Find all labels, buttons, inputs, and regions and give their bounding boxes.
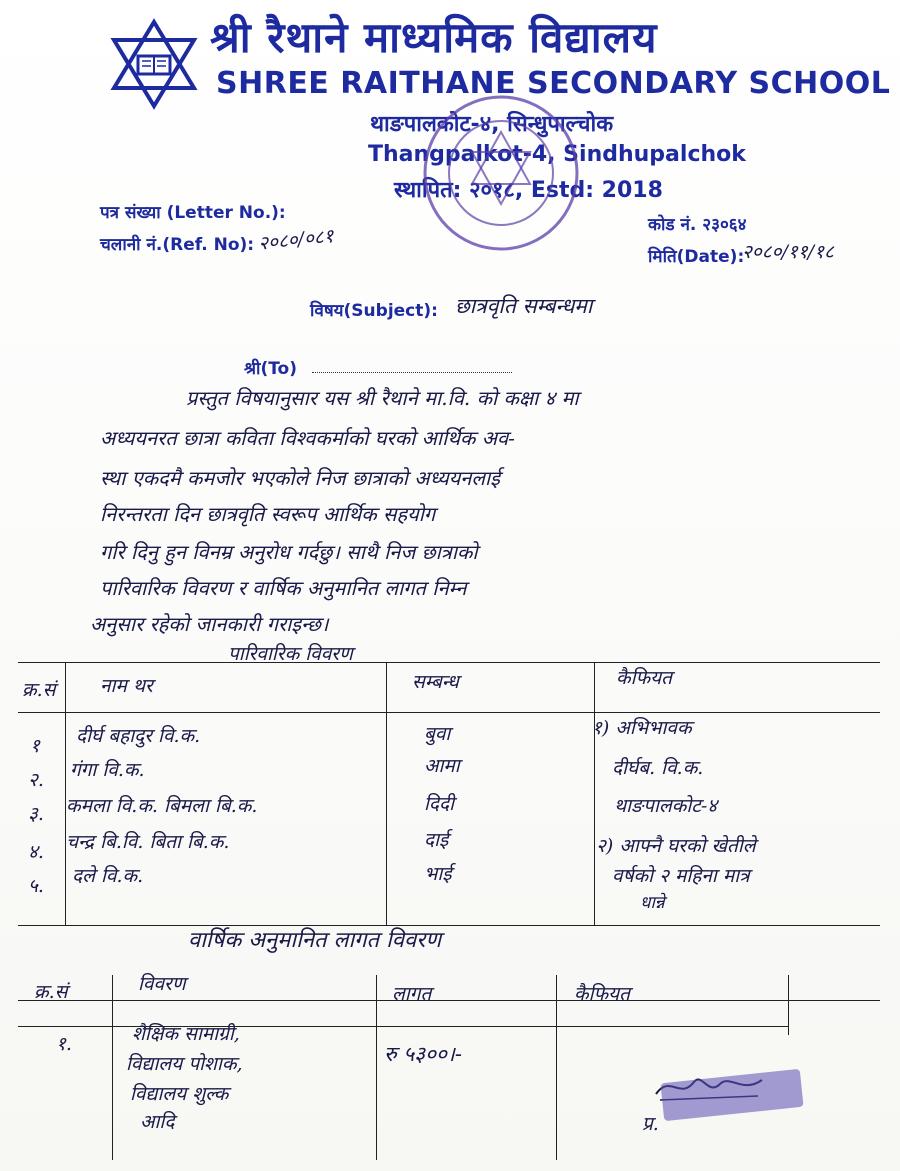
body-line: प्रस्तुत विषयानुसार यस श्री रैथाने मा.वि. को कक्षा ४ मा — [186, 386, 579, 410]
cost-row-detail-line: शैक्षिक सामाग्री, — [132, 1023, 240, 1045]
table-rule — [556, 975, 557, 1160]
family-remark-line: धान्ने — [640, 893, 665, 913]
body-line: निरन्तरता दिन छात्रवृति स्वरूप आर्थिक सहयोग — [100, 502, 436, 526]
school-name-english: SHREE RAITHANE SECONDARY SCHOOL — [216, 66, 891, 101]
address-english: Thangpalkot-4, Sindhupalchok — [368, 142, 746, 167]
family-row-sn: ३. — [28, 803, 44, 825]
family-header-relation: सम्बन्ध — [412, 671, 459, 693]
family-table-heading: पारिवारिक विवरण — [228, 643, 353, 665]
date-value: २०८०/११/१८ — [742, 241, 834, 263]
table-rule — [386, 662, 387, 925]
family-remark-line: दीर्घब. वि.क. — [612, 757, 704, 779]
family-row-relation: आमा — [424, 755, 460, 777]
to-label: श्री(To) — [244, 359, 297, 379]
family-remark-line: २) आफ्नै घरको खेतीले — [596, 835, 756, 857]
address-nepali: थाङपालकोट-४, सिन्धुपाल्चोक — [370, 112, 614, 137]
cost-row-detail-line: आदि — [140, 1111, 175, 1133]
table-rule — [376, 975, 377, 1160]
table-rule — [18, 925, 880, 926]
cost-row-detail-line: विद्यालय पोशाक, — [126, 1053, 243, 1075]
body-line: गरि दिनु हुन विनम्र अनुरोध गर्दछु। साथै निज छात्राको — [100, 540, 478, 564]
cost-header-sn: क्र.सं — [34, 981, 68, 1003]
table-rule — [18, 712, 880, 713]
school-name-nepali: श्री रैथाने माध्यमिक विद्यालय — [210, 13, 658, 62]
cost-row-detail-line: विद्यालय शुल्क — [130, 1083, 229, 1105]
family-remark-line: थाङपालकोट-४ — [614, 795, 718, 817]
family-row-sn: २. — [28, 769, 44, 791]
table-rule — [18, 662, 880, 663]
table-rule — [18, 1000, 880, 1001]
family-header-name: नाम थर — [100, 675, 153, 697]
subject-value: छात्रवृति सम्बन्धमा — [455, 294, 593, 318]
family-row-relation: भाई — [424, 863, 452, 885]
table-rule — [112, 975, 113, 1160]
family-remark-line: १) अभिभावक — [592, 717, 692, 739]
school-round-stamp — [420, 92, 582, 254]
body-line: अध्ययनरत छात्रा कविता विश्वकर्माको घरको आर्थिक अव- — [100, 426, 515, 450]
cost-header-cost: लागत — [392, 983, 432, 1005]
family-row-sn: ५. — [28, 875, 44, 897]
code-label: कोड नं. २३०६४ — [648, 215, 747, 235]
subject-label: विषय(Subject): — [310, 301, 438, 321]
family-row-name: दीर्घ बहादुर वि.क. — [76, 725, 201, 747]
family-row-sn: ४. — [28, 841, 44, 863]
family-row-relation: बुवा — [424, 723, 451, 745]
family-row-name: दले वि.क. — [72, 865, 144, 887]
family-row-name: चन्द्र बि.वि. बिता बि.क. — [66, 831, 230, 853]
family-row-sn: १ — [30, 735, 40, 757]
family-row-relation: दिदी — [424, 793, 455, 815]
table-rule — [788, 975, 789, 1035]
body-line: अनुसार रहेको जानकारी गराइन्छ। — [90, 612, 329, 636]
family-row-name: गंगा वि.क. — [70, 759, 145, 781]
family-header-remarks: कैफियत — [616, 667, 673, 689]
cost-table-heading: वार्षिक अनुमानित लागत विवरण — [188, 928, 442, 953]
to-field-line — [312, 372, 512, 373]
signature-prefix: प्र. — [642, 1113, 659, 1135]
established-year: स्थापित: २०१८, Estd: 2018 — [394, 178, 663, 203]
body-line: पारिवारिक विवरण र वार्षिक अनुमानित लागत निम्न — [100, 576, 467, 600]
ref-no-value: २०८०/०८१ — [257, 225, 335, 255]
ref-no-label: चलानी नं.(Ref. No): — [100, 235, 255, 255]
body-line: स्था एकदमै कमजोर भएकोले निज छात्राको अध्ययनलाई — [100, 466, 500, 490]
date-label: मिति(Date): — [648, 247, 745, 267]
cost-row-sn: १. — [56, 1033, 72, 1055]
letter-no-label: पत्र संख्या (Letter No.): — [100, 203, 286, 223]
table-rule — [594, 662, 595, 925]
family-row-relation: दाई — [424, 829, 449, 851]
family-remark-line: वर्षको २ महिना मात्र — [612, 865, 750, 887]
cost-row-amount: रु ५३००।- — [384, 1042, 462, 1066]
cost-header-remarks: कैफियत — [574, 983, 631, 1005]
cost-header-details: विवरण — [138, 973, 186, 995]
family-header-sn: क्र.सं — [22, 679, 56, 701]
family-row-name: कमला वि.क. बिमला बि.क. — [66, 795, 258, 817]
school-logo-icon — [108, 18, 200, 110]
